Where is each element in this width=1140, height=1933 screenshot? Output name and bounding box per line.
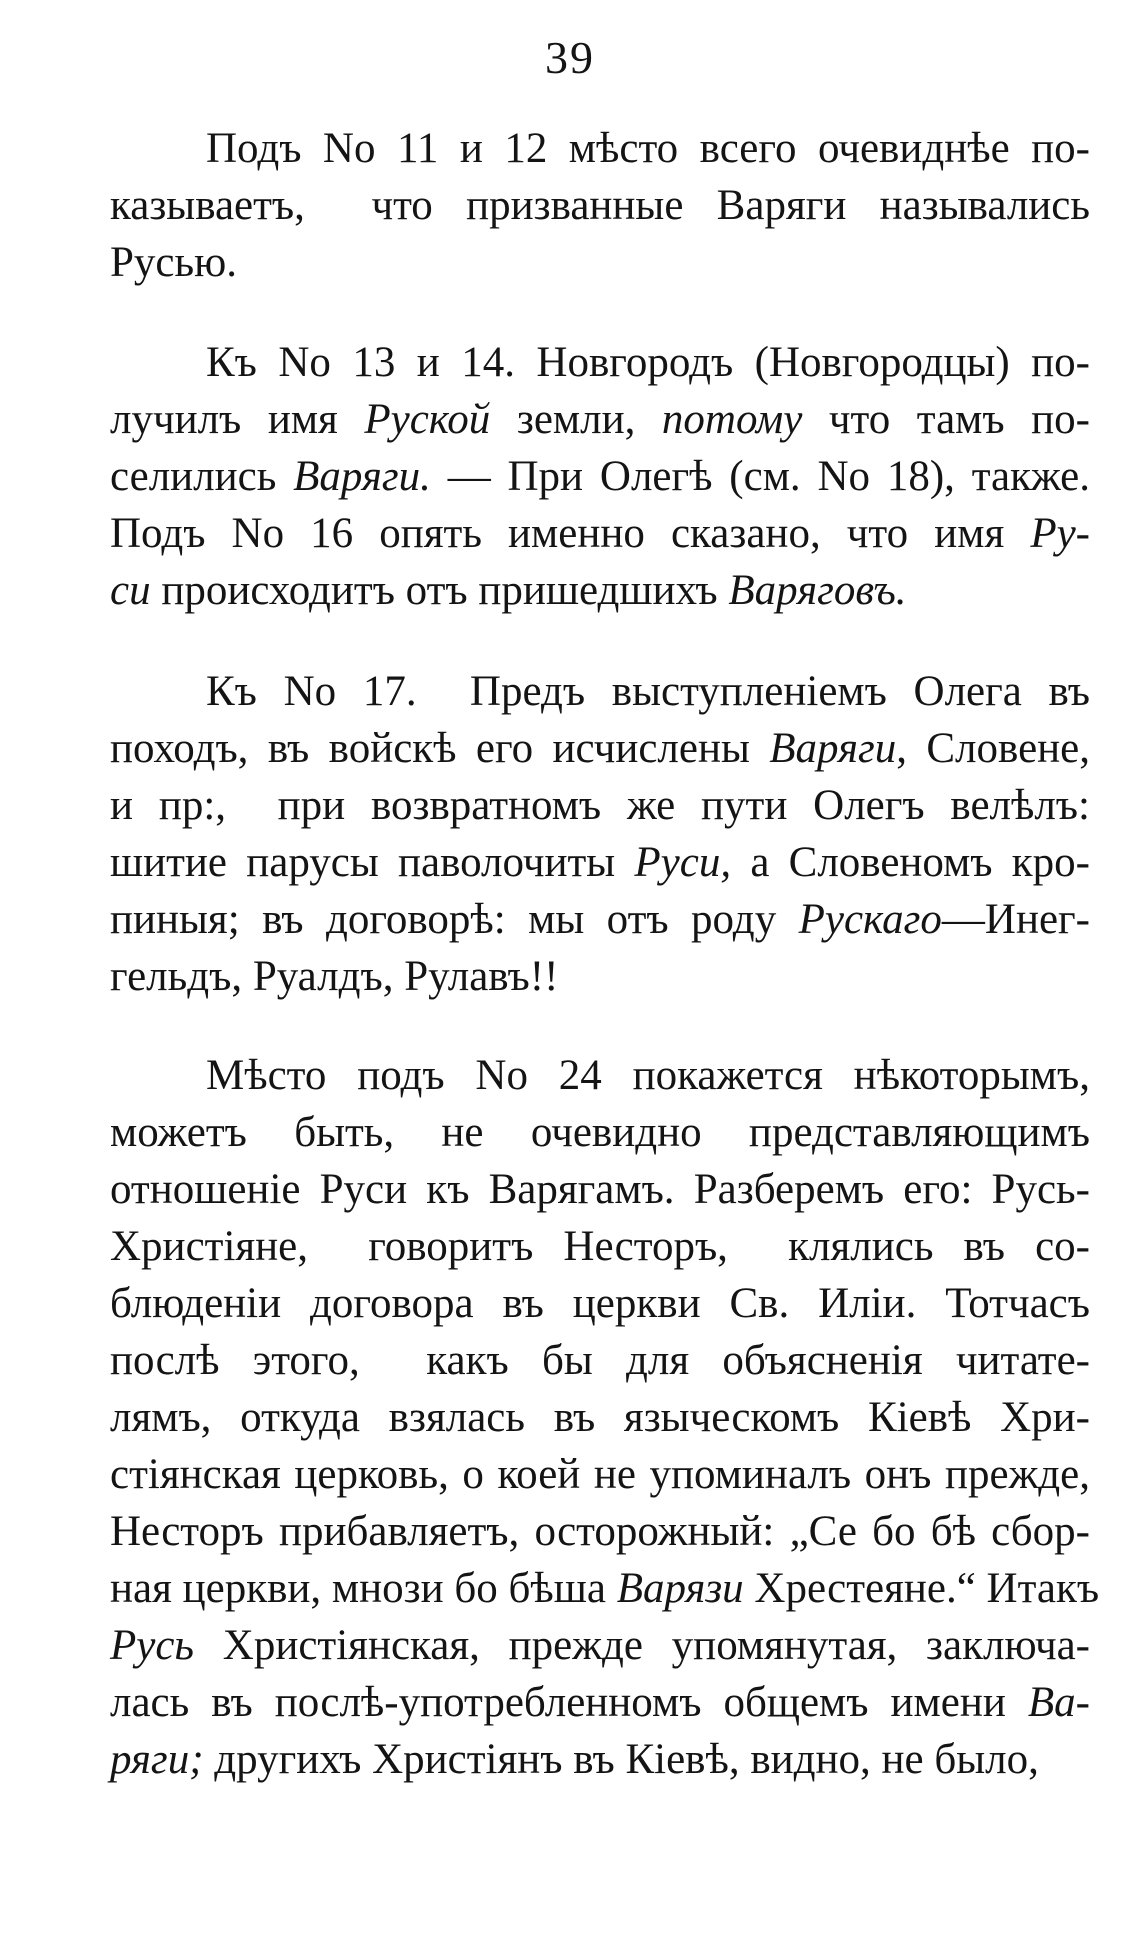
text-span: Къ No 13 и 14. Новгородъ (Новгородцы) по- [206,339,1090,386]
text-line [110,1389,1090,1446]
text-span: другихъ Христіянъ въ Кіевѣ, видно, не было, [203,1736,1039,1783]
text-line [110,334,1090,391]
italic-text: ряги; [110,1736,204,1783]
text-span: Хрестеяне.“ Итакъ [743,1565,1100,1612]
text-line [110,777,1090,834]
text-span: стіянская церковь, о коей не упоминалъ онъ прежде, [110,1451,1090,1498]
text-span: , Словене, [896,725,1091,772]
text-span: пиныя; въ договорѣ: мы отъ роду [110,896,799,943]
text-span: и пр:, при возвратномъ же пути Олегъ велѣлъ: [110,782,1090,829]
italic-text: Варяги [769,725,897,772]
paragraph-1 [110,120,1090,291]
text-span: а Словеномъ кро- [731,839,1090,886]
italic-text: Варяговъ. [728,567,907,614]
paragraph-2 [110,334,1090,619]
text-line [110,562,1090,619]
italic-text: Руской [364,396,491,443]
italic-text: Варяги. [293,453,431,500]
text-line [110,1446,1090,1503]
text-span: Русью. [110,239,237,286]
text-span: Несторъ прибавляетъ, осторожный: „Се бо бѣ сбор- [110,1508,1090,1555]
text-line [110,1731,1090,1788]
text-line [110,234,1090,291]
text-span: — При Олегѣ (см. No 18), также. [430,453,1090,500]
text-line [110,720,1090,777]
text-span: казываетъ, что призванные Варяги назывались [110,182,1090,229]
paragraph-3 [110,663,1090,1005]
text-line [110,1674,1090,1731]
page-number: 39 [545,32,595,83]
italic-text: Ва- [1027,1679,1090,1726]
text-line [110,1332,1090,1389]
text-span: лямъ, откуда взялась въ языческомъ Кіевѣ Хри- [110,1394,1090,1441]
text-line [110,834,1090,891]
text-line [110,391,1090,448]
text-span: Христіяне, говоритъ Несторъ, клялись въ со- [110,1223,1090,1270]
text-span: Подъ No 16 опять именно сказано, что имя [110,510,1031,557]
italic-text: Ру- [1030,510,1090,557]
text-span: отношеніе Руси къ Варягамъ. Разберемъ его: Русь- [110,1166,1090,1213]
text-span: что тамъ по- [802,396,1090,443]
italic-text: си [110,567,151,614]
text-line [110,1275,1090,1332]
text-line [110,120,1090,177]
text-span: селились [110,453,294,500]
text-span: можетъ быть, не очевидно представляющимъ [110,1109,1090,1156]
text-span: походъ, въ войскѣ его исчислены [110,725,770,772]
text-span: ная церкви, мнози бо бѣша [110,1565,617,1612]
text-span: шитие парусы паволочиты [110,839,635,886]
text-line [110,177,1090,234]
text-line [110,948,1090,1005]
text-span: Мѣсто подъ No 24 покажется нѣкоторымъ, [206,1052,1090,1099]
text-line [110,891,1090,948]
text-line [110,1218,1090,1275]
italic-text: Русь [110,1622,195,1669]
text-span: блюденіи договора въ церкви Св. Иліи. Тотчасъ [110,1280,1090,1327]
text-span: лучилъ имя [110,396,365,443]
text-span: гельдъ, Руалдъ, Рулавъ!! [110,953,559,1000]
italic-text: Варязи [616,1565,744,1612]
italic-text: Руси, [634,839,732,886]
text-span: лась въ послѣ-употребленномъ общемъ имени [110,1679,1028,1726]
paragraph-4 [110,1047,1100,1788]
text-line [110,1560,1100,1617]
text-span: Подъ No 11 и 12 мѣсто всего очевиднѣе по- [206,125,1090,172]
text-span: Христіянская, прежде упомянутая, заключа- [194,1622,1090,1669]
text-line [110,1161,1090,1218]
text-line [110,505,1090,562]
text-span: земли, [490,396,662,443]
italic-text: потому [661,396,803,443]
text-line [110,1503,1090,1560]
text-span: происходитъ отъ пришедшихъ [150,567,729,614]
text-line [110,448,1090,505]
text-line [110,663,1090,720]
text-span: послѣ этого, какъ бы для объясненія читате- [110,1337,1090,1384]
text-span: Къ No 17. Предъ выступленіемъ Олега въ [206,668,1090,715]
text-span: —Инег- [941,896,1090,943]
italic-text: Рускаго [798,896,942,943]
text-line [110,1047,1090,1104]
text-line [110,1617,1090,1674]
text-line [110,1104,1090,1161]
